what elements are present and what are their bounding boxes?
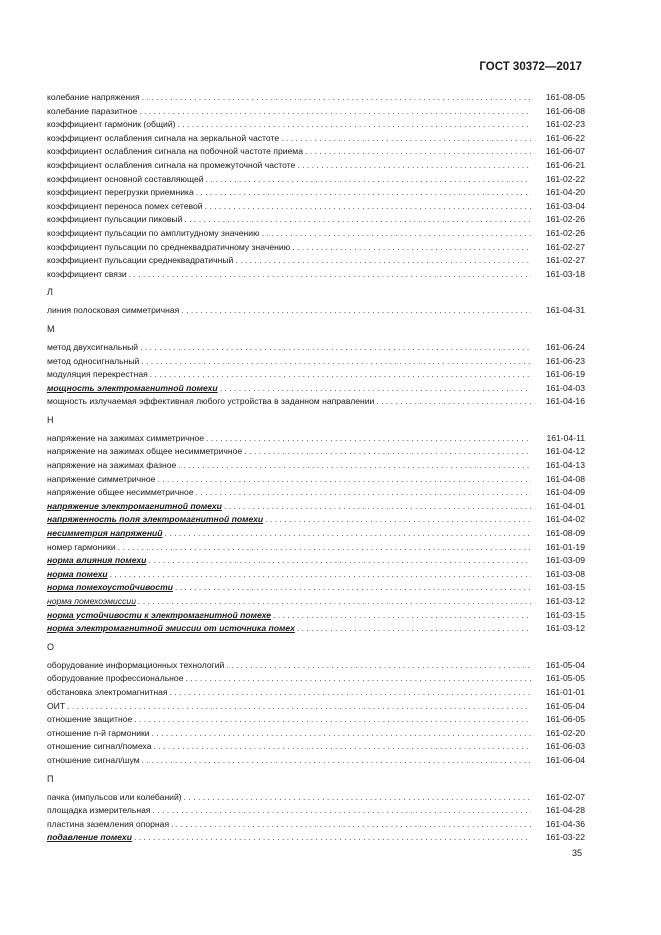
entry-term: коэффициент пульсации пиковый	[47, 214, 183, 225]
entry-code: 161-03-15	[545, 582, 585, 593]
index-entry	[47, 105, 585, 119]
entry-term: оборудование информационных технологий	[47, 659, 225, 670]
index-entry	[47, 500, 585, 514]
index-entry	[47, 473, 585, 487]
entry-code: 161-01-01	[545, 686, 585, 697]
dot-leader	[376, 395, 531, 409]
dot-leader	[281, 132, 531, 146]
entry-code: 161-06-19	[545, 369, 585, 380]
entry-term: коэффициент ослабления сигнала на зеркальной частоте	[47, 132, 280, 143]
entry-code: 161-04-09	[545, 487, 585, 498]
dot-leader	[206, 432, 531, 446]
dot-leader	[297, 159, 531, 173]
entry-term: несимметрия напряжений	[47, 528, 163, 539]
entry-code: 161-06-04	[545, 754, 585, 765]
index-entry	[47, 713, 585, 727]
dot-leader	[220, 382, 531, 396]
dot-leader	[178, 118, 531, 132]
index-entry	[47, 727, 585, 741]
entry-code: 161-04-01	[545, 500, 585, 511]
entry-code: 161-04-11	[546, 432, 585, 443]
index-entry	[47, 486, 585, 500]
entry-term: коэффициент ослабления сигнала на побочной частоте приема	[47, 146, 303, 157]
dot-leader	[142, 91, 531, 105]
entry-code: 161-08-05	[545, 92, 585, 102]
entry-code: 161-05-04	[545, 659, 585, 670]
index-entry	[47, 527, 585, 541]
entry-term: коэффициент связи	[47, 268, 127, 279]
entry-code: 161-06-07	[545, 146, 585, 157]
index-entry	[47, 395, 585, 409]
index-entry	[47, 459, 585, 473]
entry-term: обстановка электромагнитная	[47, 686, 168, 697]
index-entry	[47, 368, 585, 382]
dot-leader	[67, 700, 531, 714]
entry-term: норма влияния помехи	[47, 555, 147, 566]
entry-term: отношение n-й гармоники	[47, 727, 150, 738]
index-entry	[47, 513, 585, 527]
index-entry	[47, 568, 585, 582]
entry-code: 161-02-26	[545, 227, 585, 238]
dot-leader	[184, 213, 531, 227]
section-letter: Н	[47, 414, 54, 425]
entry-code: 161-02-27	[545, 255, 585, 266]
dot-leader	[235, 254, 531, 268]
entry-term: напряжение общее несимметричное	[47, 487, 194, 498]
entry-code: 161-03-09	[545, 555, 585, 566]
entry-term: напряжение электромагнитной помехи	[47, 500, 222, 511]
dot-leader	[129, 268, 531, 282]
entry-code: 161-08-09	[545, 528, 585, 539]
index-entry	[47, 173, 585, 187]
entry-code: 161-02-20	[545, 727, 585, 738]
entry-term: отношение сигнал/помеха	[47, 741, 152, 752]
dot-leader	[273, 609, 531, 623]
entry-term: напряжение на зажимах общее несимметричное	[47, 446, 243, 457]
dot-leader	[196, 486, 531, 500]
index-entry	[47, 91, 585, 105]
entry-term: пачка (импульсов или колебаний)	[47, 791, 182, 802]
entry-code: 161-04-31	[545, 305, 585, 316]
dot-leader	[175, 581, 531, 595]
index-entry	[47, 595, 585, 609]
index-entry	[47, 186, 585, 200]
index-entry	[47, 740, 585, 754]
index-entry	[47, 159, 585, 173]
entry-term: коэффициент ослабления сигнала на промежуточной частоте	[47, 159, 296, 170]
entry-term: подавление помехи	[47, 832, 132, 843]
entry-code: 161-04-12	[545, 446, 585, 457]
entry-term: метод односигнальный	[47, 355, 140, 366]
entry-code: 161-02-26	[545, 214, 585, 225]
entry-code: 161-05-05	[545, 673, 585, 684]
entry-code: 161-03-15	[545, 609, 585, 620]
entry-term: напряженность поля электромагнитной помехи	[47, 514, 264, 525]
index-entry	[47, 831, 585, 845]
entry-code: 161-06-03	[545, 741, 585, 752]
dot-leader	[148, 554, 531, 568]
entry-term: коэффициент перегрузки приемника	[47, 187, 194, 198]
section-letter: П	[47, 773, 54, 784]
index-entry	[47, 581, 585, 595]
term-index	[47, 91, 585, 845]
entry-code: 161-02-22	[545, 173, 585, 184]
index-entry	[47, 304, 585, 318]
index-entry	[47, 355, 585, 369]
entry-term: норма помехоэмиссии	[47, 596, 136, 606]
dot-leader	[244, 445, 531, 459]
entry-code: 161-06-22	[545, 132, 585, 143]
entry-term: напряжение на зажимах симметричное	[47, 432, 205, 443]
index-entry	[47, 791, 585, 805]
index-entry	[47, 241, 585, 255]
dot-leader	[184, 791, 531, 805]
entry-term: напряжение на зажимах фазное	[47, 460, 177, 471]
index-entry	[47, 804, 585, 818]
entry-term: модуляция перекрестная	[47, 369, 148, 380]
entry-code: 161-03-12	[545, 623, 585, 634]
dot-leader	[226, 659, 531, 673]
index-entry	[47, 700, 585, 714]
entry-code: 161-04-28	[545, 805, 585, 816]
entry-code: 161-04-20	[545, 187, 585, 198]
index-entry	[47, 622, 585, 636]
dot-leader	[297, 622, 531, 636]
dot-leader	[134, 713, 531, 727]
dot-leader	[154, 740, 531, 754]
entry-term: метод двухсигнальный	[47, 341, 139, 352]
dot-leader	[205, 200, 531, 214]
index-entry	[47, 445, 585, 459]
index-entry	[47, 818, 585, 832]
index-entry	[47, 609, 585, 623]
index-entry	[47, 554, 585, 568]
dot-leader	[139, 105, 531, 119]
dot-leader	[206, 173, 531, 187]
entry-term: коэффициент переноса помех сетевой	[47, 200, 203, 211]
entry-term: коэффициент пульсации по амплитудному значению	[47, 227, 260, 238]
entry-code: 161-02-23	[545, 119, 585, 130]
entry-code: 161-04-16	[545, 396, 585, 407]
dot-leader	[292, 241, 531, 255]
entry-term: напряжение симметричное	[47, 473, 156, 484]
entry-code: 161-03-08	[545, 568, 585, 579]
entry-term: отношение сигнал/шум	[47, 754, 140, 765]
entry-term: мощность электромагнитной помехи	[47, 382, 218, 393]
entry-term: площадка измерительная	[47, 805, 151, 816]
entry-code: 161-03-18	[545, 268, 585, 279]
dot-leader	[165, 527, 531, 541]
index-entry	[47, 686, 585, 700]
entry-term: коэффициент пульсации среднеквадратичный	[47, 255, 234, 266]
entry-code: 161-03-12	[545, 596, 585, 606]
entry-code: 161-01-19	[545, 541, 585, 552]
dot-leader	[157, 473, 531, 487]
entry-term: мощность излучаемая эффективная любого устройства в заданном направлении	[47, 396, 375, 407]
entry-term: номер гармоники	[47, 541, 116, 552]
entry-code: 161-06-08	[545, 105, 585, 116]
dot-leader	[140, 341, 531, 355]
index-entry	[47, 268, 585, 282]
entry-term: ОИТ	[47, 700, 66, 711]
index-entry	[47, 341, 585, 355]
entry-term: оборудование профессиональное	[47, 673, 184, 684]
dot-leader	[178, 459, 531, 473]
index-entry	[47, 200, 585, 214]
dot-leader	[141, 355, 531, 369]
index-entry	[47, 382, 585, 396]
index-entry	[47, 541, 585, 555]
index-entry	[47, 672, 585, 686]
entry-code: 161-02-27	[545, 241, 585, 252]
entry-code: 161-04-13	[545, 460, 585, 471]
dot-leader	[186, 672, 532, 686]
index-entry	[47, 432, 585, 446]
index-entry	[47, 754, 585, 768]
entry-code: 161-04-02	[545, 514, 585, 525]
dot-leader	[181, 304, 531, 318]
index-entry	[47, 145, 585, 159]
index-entry	[47, 132, 585, 146]
index-entry	[47, 659, 585, 673]
document-header: ГОСТ 30372—2017	[479, 61, 582, 73]
section-letter: О	[47, 641, 55, 652]
index-entry	[47, 254, 585, 268]
entry-term: отношение защитное	[47, 714, 133, 725]
entry-term: коэффициент основной составляющей	[47, 173, 204, 184]
entry-term: норма помехоустойчивости	[47, 582, 173, 593]
entry-code: 161-06-05	[545, 714, 585, 725]
dot-leader	[262, 227, 531, 241]
dot-leader	[171, 818, 531, 832]
entry-code: 161-06-24	[545, 341, 585, 352]
entry-code: 161-03-04	[545, 200, 585, 211]
entry-term: линия полосковая симметричная	[47, 305, 180, 316]
entry-term: пластина заземления опорная	[47, 818, 170, 829]
entry-term: колебание паразитное	[47, 105, 138, 116]
dot-leader	[224, 500, 531, 514]
entry-term: коэффициент пульсации по среднеквадратичному значению	[47, 241, 291, 252]
entry-code: 161-04-36	[545, 818, 585, 829]
section-letter: Л	[47, 287, 53, 298]
entry-term: норма помехи	[47, 568, 108, 579]
index-entry	[47, 213, 585, 227]
entry-code: 161-04-08	[545, 473, 585, 484]
entry-term: колебание напряжения	[47, 92, 140, 102]
entry-code: 161-04-03	[545, 382, 585, 393]
entry-term: коэффициент гармоник (общий)	[47, 119, 176, 130]
entry-code: 161-05-04	[545, 700, 585, 711]
dot-leader	[118, 541, 531, 555]
dot-leader	[265, 513, 531, 527]
entry-code: 161-03-22	[545, 832, 585, 843]
entry-term: норма электромагнитной эмиссии от источника помех	[47, 623, 295, 634]
dot-leader	[152, 727, 531, 741]
dot-leader	[153, 804, 531, 818]
dot-leader	[110, 568, 531, 582]
dot-leader	[196, 186, 531, 200]
dot-leader	[134, 831, 531, 845]
section-letter: М	[47, 323, 55, 334]
dot-leader	[170, 686, 531, 700]
dot-leader	[142, 754, 531, 768]
index-entry	[47, 118, 585, 132]
dot-leader	[150, 368, 531, 382]
entry-code: 161-06-21	[545, 159, 585, 170]
dot-leader	[138, 595, 531, 609]
dot-leader	[305, 145, 531, 159]
entry-term: норма устойчивости к электромагнитной помехе	[47, 609, 271, 620]
index-entry	[47, 227, 585, 241]
entry-code: 161-06-23	[545, 355, 585, 366]
entry-code: 161-02-07	[545, 791, 585, 802]
page-number: 35	[571, 848, 582, 858]
